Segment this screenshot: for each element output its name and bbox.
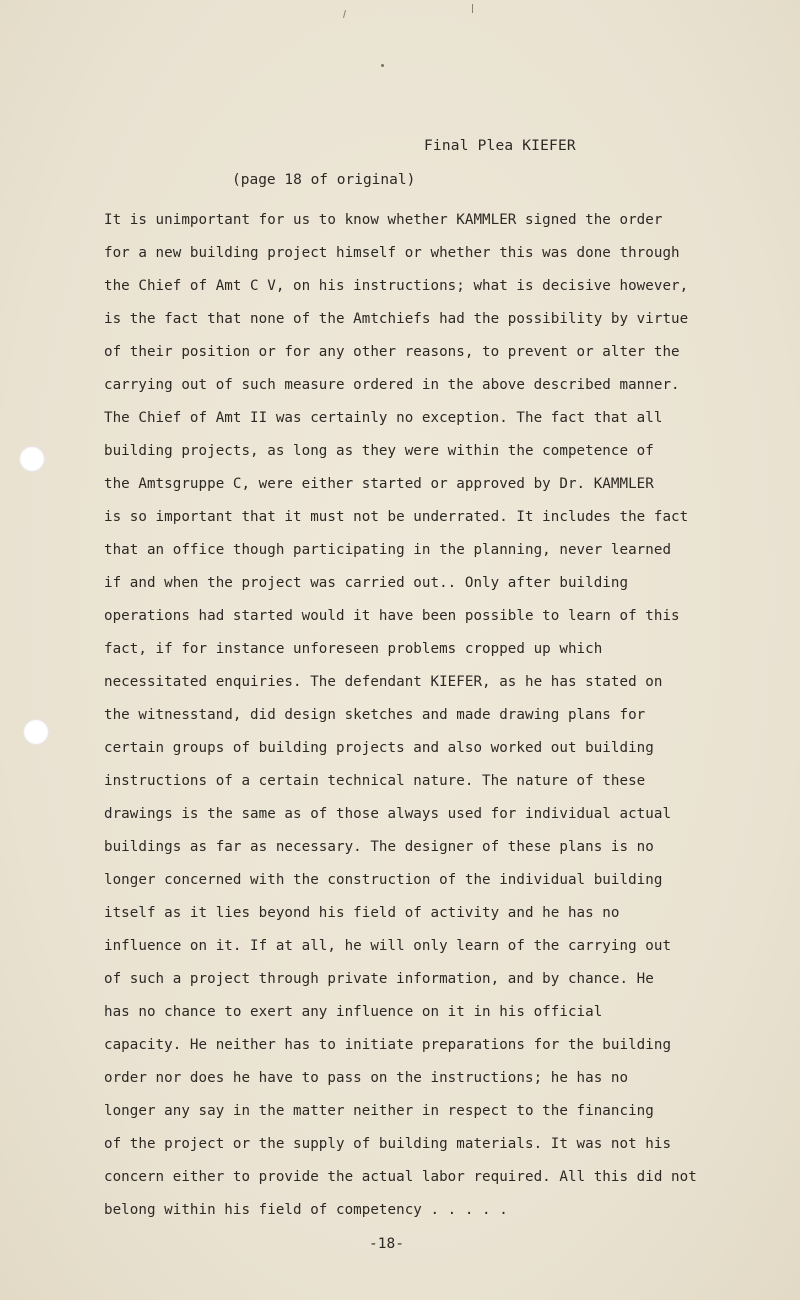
text-line: of the project or the supply of building materials. It was not his: [104, 1136, 672, 1152]
text-line: influence on it. If at all, he will only learn of the carrying out: [104, 938, 672, 954]
text-line: for a new building project himself or whether this was done through: [104, 245, 680, 261]
text-line: has no chance to exert any influence on it in his official: [104, 1004, 603, 1020]
text-line: concern either to provide the actual labor required. All this did not: [104, 1169, 697, 1185]
page-reference: (page 18 of original): [232, 172, 416, 188]
body-text: [104, 204, 704, 1227]
text-line: the Chief of Amt C V, on his instructions; what is decisive however,: [104, 278, 689, 294]
text-line: building projects, as long as they were within the competence of: [104, 443, 654, 459]
text-line: fact, if for instance unforeseen problems cropped up which: [104, 641, 603, 657]
text-line: the Amtsgruppe C, were either started or approved by Dr. KAMMLER: [104, 476, 654, 492]
document-title: Final Plea KIEFER: [424, 138, 576, 154]
text-line: longer concerned with the construction of the individual building: [104, 872, 663, 888]
text-line: belong within his field of competency . . . . .: [104, 1202, 508, 1218]
text-line: instructions of a certain technical nature. The nature of these: [104, 773, 646, 789]
text-line: is so important that it must not be underrated. It includes the fact: [104, 509, 689, 525]
text-line: carrying out of such measure ordered in the above described manner.: [104, 377, 680, 393]
text-line: operations had started would it have been possible to learn of this: [104, 608, 680, 624]
text-line: buildings as far as necessary. The designer of these plans is no: [104, 839, 654, 855]
text-line: The Chief of Amt II was certainly no exception. The fact that all: [104, 410, 663, 426]
text-line: It is unimportant for us to know whether KAMMLER signed the order: [104, 212, 663, 228]
text-line: necessitated enquiries. The defendant KIEFER, as he has stated on: [104, 674, 663, 690]
text-line: of such a project through private information, and by chance. He: [104, 971, 654, 987]
paper-mark: [472, 4, 473, 13]
text-line: if and when the project was carried out.. Only after building: [104, 575, 629, 591]
text-line: order nor does he have to pass on the instructions; he has no: [104, 1070, 629, 1086]
text-line: drawings is the same as of those always used for individual actual: [104, 806, 672, 822]
text-line: of their position or for any other reasons, to prevent or alter the: [104, 344, 680, 360]
paper-mark: [343, 10, 346, 18]
text-line: itself as it lies beyond his field of activity and he has no: [104, 905, 620, 921]
text-line: capacity. He neither has to initiate preparations for the building: [104, 1037, 672, 1053]
text-line: is the fact that none of the Amtchiefs had the possibility by virtue: [104, 311, 689, 327]
text-line: the witnesstand, did design sketches and made drawing plans for: [104, 707, 646, 723]
punch-hole: [19, 446, 45, 472]
paper-speck: [381, 64, 384, 67]
text-line: longer any say in the matter neither in respect to the financing: [104, 1103, 654, 1119]
punch-hole: [23, 719, 49, 745]
text-line: certain groups of building projects and also worked out building: [104, 740, 654, 756]
text-line: that an office though participating in the planning, never learned: [104, 542, 672, 558]
page-number: -18-: [369, 1236, 404, 1252]
